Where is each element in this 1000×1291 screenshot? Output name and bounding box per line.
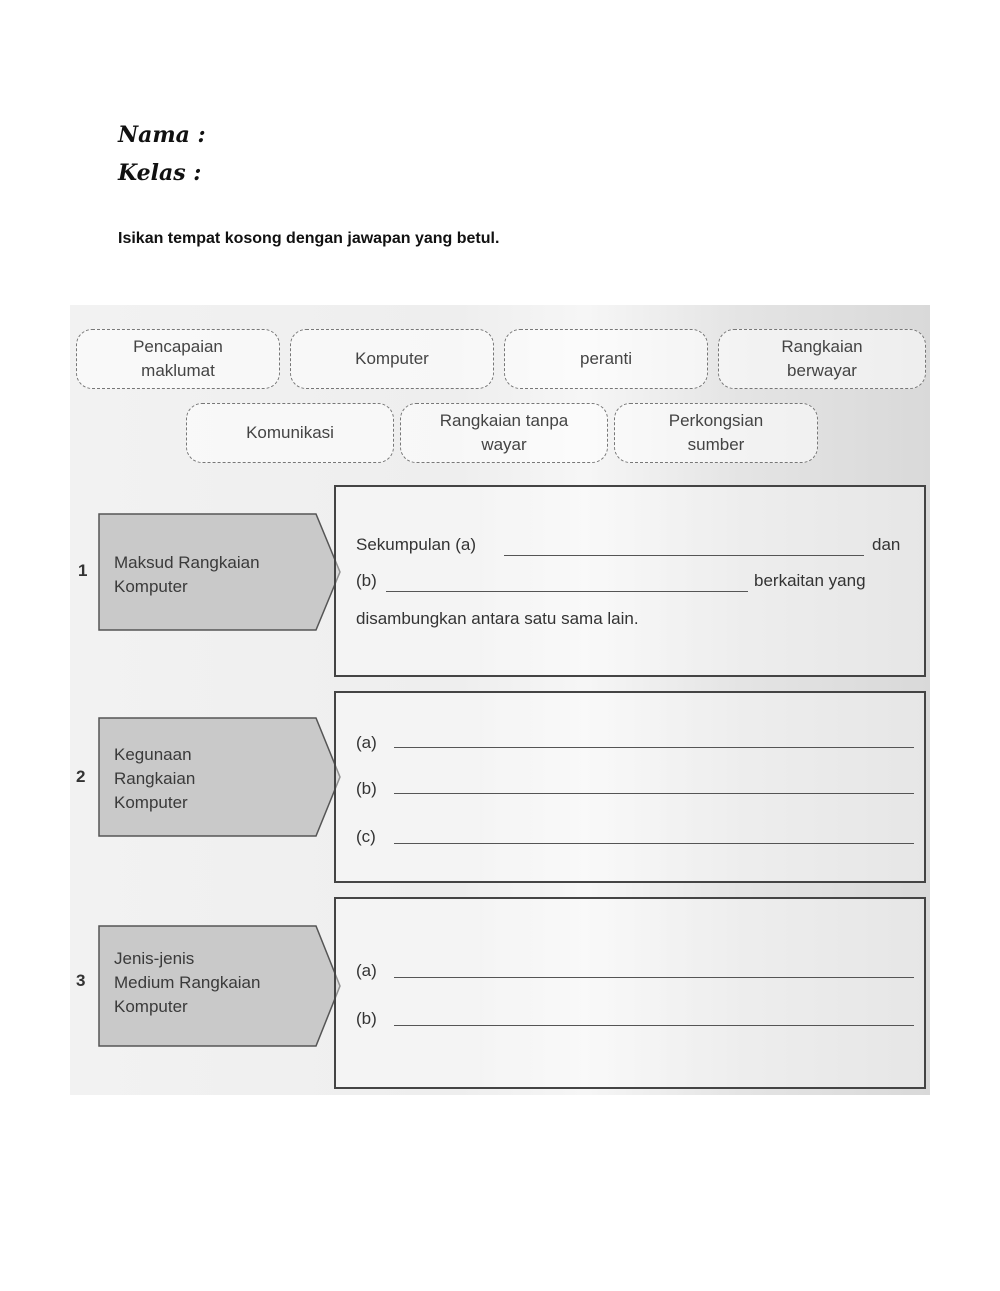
topic-label-1: Maksud Rangkaian Komputer [114, 553, 260, 596]
q2-blank-c[interactable] [394, 843, 914, 844]
q1-blank-a[interactable] [504, 555, 864, 556]
q2-blank-b[interactable] [394, 793, 914, 794]
q1-line3: disambungkan antara satu sama lain. [356, 609, 639, 628]
q1-line2-suffix: berkaitan yang [754, 571, 866, 590]
q2-label-b: (b) [356, 779, 377, 798]
q2-label-a: (a) [356, 733, 377, 752]
word-card-peranti[interactable]: peranti [504, 329, 708, 389]
nama-label: Nama : [118, 122, 206, 148]
answer-box-2 [334, 691, 926, 883]
question-number-2: 2 [76, 767, 86, 786]
q1-line1-suffix: dan [872, 535, 901, 554]
answer-box-3 [334, 897, 926, 1089]
topic-label-2: Kegunaan Rangkaian Komputer [114, 745, 196, 812]
word-card-pencapaian-maklumat[interactable]: Pencapaian maklumat [76, 329, 280, 389]
word-card-rangkaian-tanpa-wayar[interactable]: Rangkaian tanpa wayar [400, 403, 608, 463]
q2-label-c: (c) [356, 827, 376, 846]
word-card-perkongsian-sumber[interactable]: Perkongsian sumber [614, 403, 818, 463]
q3-blank-b[interactable] [394, 1025, 914, 1026]
worksheet-area [70, 305, 930, 1095]
q3-label-a: (a) [356, 961, 377, 980]
answer-box-1 [334, 485, 926, 677]
q1-line1-prefix: Sekumpulan (a) [356, 535, 477, 554]
instruction-text: Isikan tempat kosong dengan jawapan yang betul. [118, 230, 500, 247]
word-card-komputer[interactable]: Komputer [290, 329, 494, 389]
topic-label-3: Jenis-jenis Medium Rangkaian Komputer [114, 949, 261, 1016]
kelas-label: Kelas : [118, 160, 202, 186]
q3-label-b: (b) [356, 1009, 377, 1028]
q2-blank-a[interactable] [394, 747, 914, 748]
question-number-3: 3 [76, 971, 86, 990]
q1-line2-prefix: (b) [356, 571, 377, 590]
q3-blank-a[interactable] [394, 977, 914, 978]
q1-blank-b[interactable] [386, 591, 748, 592]
word-card-komunikasi[interactable]: Komunikasi [186, 403, 394, 463]
question-number-1: 1 [78, 561, 88, 580]
word-card-rangkaian-berwayar[interactable]: Rangkaian berwayar [718, 329, 926, 389]
